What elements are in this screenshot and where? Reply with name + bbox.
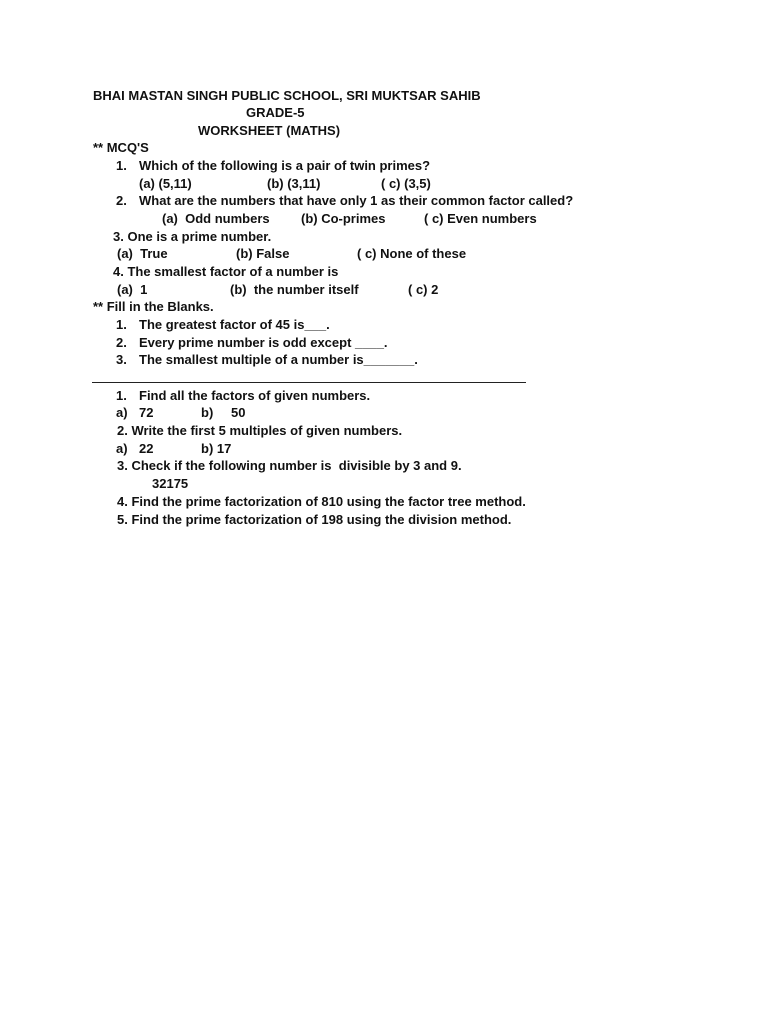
question-1-part-a-label: a)	[116, 405, 128, 420]
question-1-part-b-label: b)	[201, 405, 214, 420]
question-5-text: 5. Find the prime factorization of 198 using the division method.	[117, 512, 512, 527]
mcq-q1-number: 1.	[116, 158, 127, 173]
mcq-q4-option-b: (b) the number itself	[230, 282, 359, 297]
mcq-q2-text: What are the numbers that have only 1 as their common factor called?	[139, 193, 574, 208]
mcq-q1-option-a: (a) (5,11)	[139, 176, 192, 191]
mcq-heading: ** MCQ'S	[93, 140, 149, 155]
section-divider	[92, 382, 526, 383]
mcq-q3-option-a: (a) True	[117, 246, 168, 261]
mcq-q3-text: 3. One is a prime number.	[113, 229, 272, 244]
question-2-part-b: b) 17	[201, 441, 232, 456]
grade-title: GRADE-5	[246, 105, 305, 120]
fill-item-number: 3.	[116, 352, 127, 367]
mcq-q4-option-c: ( c) 2	[408, 282, 439, 297]
mcq-q2-option-c: ( c) Even numbers	[424, 211, 537, 226]
question-3-text: 3. Check if the following number is divisible by 3 and 9.	[117, 458, 462, 473]
mcq-q4-option-a: (a) 1	[117, 282, 148, 297]
worksheet-title: WORKSHEET (MATHS)	[198, 123, 341, 138]
school-name: BHAI MASTAN SINGH PUBLIC SCHOOL, SRI MUKTSAR SAHIB	[93, 88, 481, 103]
mcq-q1-option-b: (b) (3,11)	[267, 176, 321, 191]
mcq-q4-text: 4. The smallest factor of a number is	[113, 264, 339, 279]
mcq-q2-number: 2.	[116, 193, 127, 208]
question-3-number: 32175	[152, 476, 189, 491]
mcq-q3-option-c: ( c) None of these	[357, 246, 467, 261]
fill-item-number: 2.	[116, 335, 127, 350]
mcq-q3-option-b: (b) False	[236, 246, 290, 261]
question-2-part-a-label: a)	[116, 441, 128, 456]
question-4-text: 4. Find the prime factorization of 810 using the factor tree method.	[117, 494, 526, 509]
question-1-part-b-value: 50	[231, 405, 246, 420]
fill-item-text: The greatest factor of 45 is___.	[139, 317, 330, 332]
mcq-q2-option-b: (b) Co-primes	[301, 211, 386, 226]
fill-item-text: Every prime number is odd except ____.	[139, 335, 388, 350]
mcq-q1-text: Which of the following is a pair of twin primes?	[139, 158, 431, 173]
mcq-q2-option-a: (a) Odd numbers	[162, 211, 270, 226]
question-2-text: 2. Write the first 5 multiples of given numbers.	[117, 423, 403, 438]
question-1-text: Find all the factors of given numbers.	[139, 388, 371, 403]
question-2-part-a-value: 22	[139, 441, 154, 456]
fill-item-text: The smallest multiple of a number is_______.	[139, 352, 418, 367]
mcq-q1-option-c: ( c) (3,5)	[381, 176, 431, 191]
fill-heading: ** Fill in the Blanks.	[93, 299, 214, 314]
question-1-number: 1.	[116, 388, 127, 403]
fill-item-number: 1.	[116, 317, 127, 332]
question-1-part-a-value: 72	[139, 405, 154, 420]
